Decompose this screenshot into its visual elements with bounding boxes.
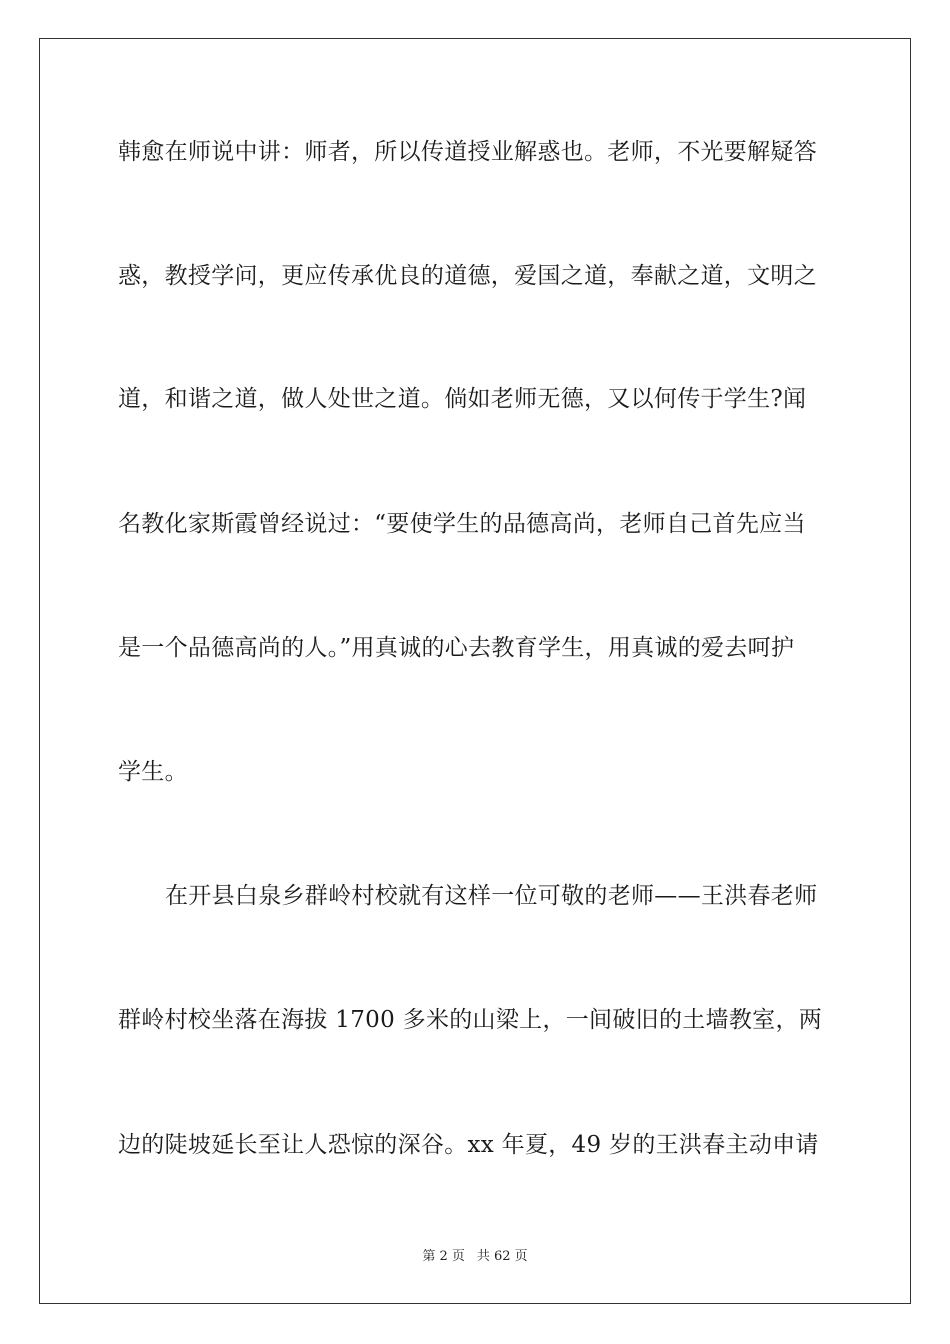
text-line: 边的陡坡延长至让人恐惊的深谷。xx 年夏，49 岁的王洪春主动申请 [118,1132,819,1158]
page-footer [0,1249,950,1265]
page-number: 第 2 页 [422,1249,465,1264]
text-line: 名教化家斯霞曾经说过：“要使学生的品德高尚，老师自己首先应当 [118,511,806,537]
text-line: 学生。 [118,759,188,785]
text-line: 韩愈在师说中讲：师者，所以传道授业解惑也。老师，不光要解疑答 [118,139,817,165]
paragraph-first-line: 在开县白泉乡群岭村校就有这样一位可敬的老师——王洪春老师 [165,883,818,909]
text-line: 惑，教授学问，更应传承优良的道德，爱国之道，奉献之道，文明之 [118,263,817,289]
text-line: 是一个品德高尚的人。”用真诚的心去教育学生，用真诚的爱去呵护 [118,635,795,661]
page-total: 共 62 页 [476,1249,528,1264]
text-line: 道，和谐之道，做人处世之道。倘如老师无德，又以何传于学生?闻 [118,386,807,412]
text-line: 群岭村校坐落在海拔 1700 多米的山梁上，一间破旧的土墙教室，两 [118,1007,823,1033]
page-border [39,38,911,1304]
